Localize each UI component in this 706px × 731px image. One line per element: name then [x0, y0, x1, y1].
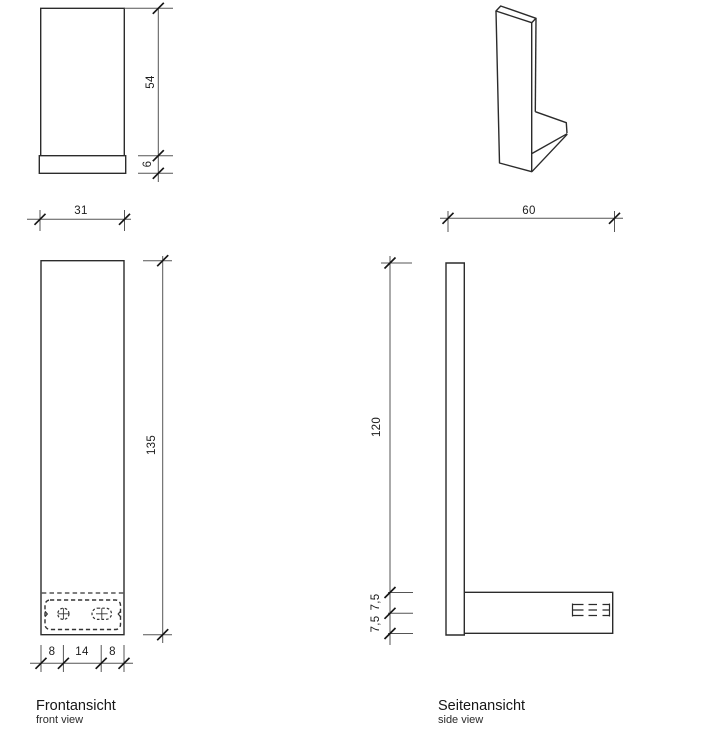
side-view-plate: [464, 592, 612, 633]
dim-label-7-5-upper: 7,5: [370, 593, 382, 611]
dim-label-31: 31: [74, 205, 88, 217]
dim-label-60: 60: [522, 205, 536, 217]
top-view-outline: [39, 8, 125, 173]
iso-plate-top-edge: [535, 112, 567, 134]
front-view-subtitle: front view: [36, 713, 84, 726]
side-view-subtitle: side view: [438, 713, 484, 726]
dim-label-8-right: 8: [109, 646, 116, 658]
iso-panel-top-face: [496, 6, 536, 23]
front-view-outline: [41, 261, 124, 635]
dim-label-135: 135: [145, 434, 158, 456]
dim-label-54: 54: [145, 75, 157, 89]
top-view-panel-band: [39, 156, 125, 174]
dim-label-8-left: 8: [48, 646, 56, 658]
dim-label-120: 120: [371, 416, 383, 438]
screw-mark-2: [589, 605, 598, 616]
front-view-title: Frontansicht: [36, 698, 116, 714]
front-view-body: [41, 261, 124, 635]
side-view-screw-hidden-marks: [573, 604, 610, 617]
iso-panel-back-edge: [535, 18, 536, 111]
side-view-dimension-lines: [381, 256, 413, 645]
iso-plate-front-edge: [532, 134, 567, 154]
dim-label-7-5-lower: 7,5: [370, 615, 382, 633]
dim-label-6: 6: [142, 160, 154, 168]
screw-mark-1: [573, 604, 584, 617]
iso-plate-bottom-edge: [532, 134, 567, 172]
isometric-view-outline: [496, 6, 567, 172]
screw-mark-3: [603, 604, 610, 617]
top-view-body: [41, 8, 125, 155]
side-view-title: Seitenansicht: [438, 698, 526, 714]
side-view-panel: [446, 263, 464, 635]
dim-label-14: 14: [75, 646, 89, 658]
iso-panel-front-face: [496, 11, 532, 172]
side-view-outline: [446, 263, 613, 635]
